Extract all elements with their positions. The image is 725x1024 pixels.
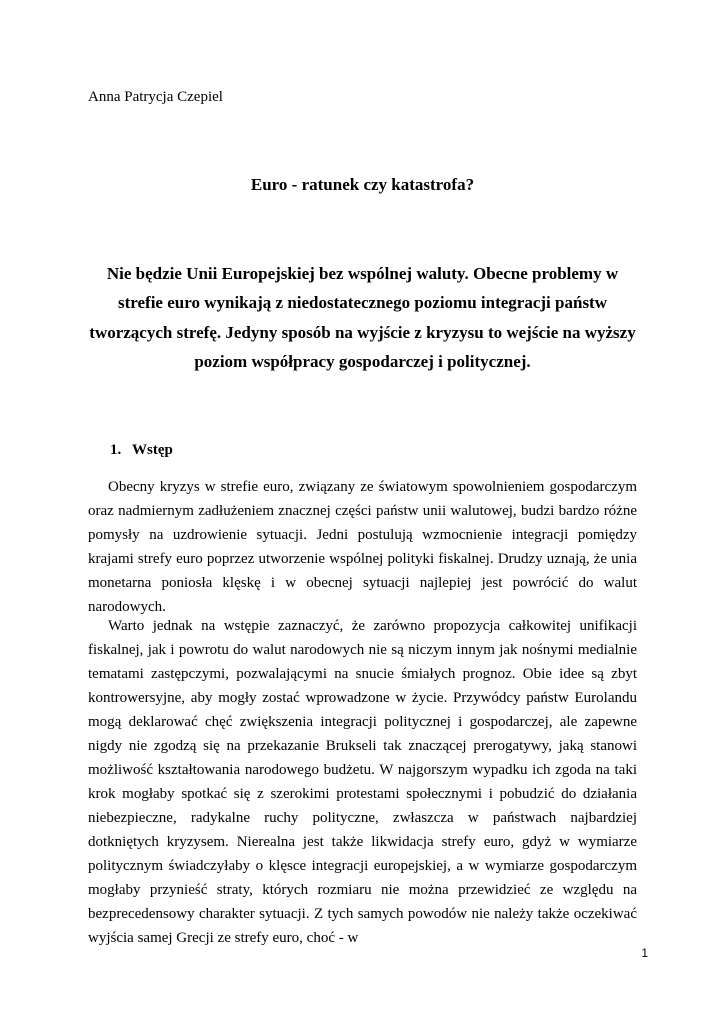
section-number: 1. [110,442,122,458]
page-number: 1 [641,946,648,960]
section-heading [110,441,173,459]
author-name: Anna Patrycja Czepiel [88,89,223,105]
body-paragraph: Obecny kryzys w strefie euro, związany ze światowym spowolnieniem gospodarczym oraz nadmiernym zadłużeniem znacznej części państw unii walutowej, budzi bardzo różne pomysły na uzdrowienie sytuacji. Jedni postulują wzmocnienie integracji pomiędzy krajami strefy euro poprzez utworzenie wspólnej polityki fiskalnej. Drudzy uznają, że unia monetarna poniosła klęskę i w obecnej sytuacji najlepiej jest powrócić do walut narodowych. [88,479,637,615]
body-paragraph: Warto jednak na wstępie zaznaczyć, że zarówno propozycja całkowitej unifikacji fiskalnej, jak i powrotu do walut narodowych nie są niczym innym jak nośnymi medialnie tematami zastępczymi, pozwalającymi na snucie śmiałych prognoz. Obie idee są zbyt kontrowersyjne, aby mogły zostać wprowadzone w życie. Przywódcy państw Eurolandu mogą deklarować chęć zwiększenia integracji politycznej i gospodarczej, ale zapewne nigdy nie zgodzą się na przekazanie Brukseli tak znaczącej prerogatywy, jaką stanowi możliwość kształtowania narodowego budżetu. W najgorszym wypadku ich zgoda na taki krok mogłaby spotkać się z szerokimi protestami społecznymi i pobudzić do działania niebezpieczne, radykalne ruchy polityczne, zwłaszcza w państwach najbardziej dotkniętych kryzysem. Nierealna jest także likwidacja strefy euro, gdyż w wymiarze politycznym świadczyłaby o klęsce integracji europejskiej, a w wymiarze gospodarczym mogłaby przynieść straty, których rozmiaru nie można przewidzieć ze względu na bezprecedensowy charakter sytuacji. Z tych samych powodów nie należy także oczekiwać wyjścia samej Grecji ze strefy euro, choć - w [88,618,637,946]
section-title: Wstęp [132,442,173,458]
document-title: Euro - ratunek czy katastrofa? [250,175,475,194]
document-subtitle: Nie będzie Unii Europejskiej bez wspólnej waluty. Obecne problemy w strefie euro wynikają z niedostatecznego poziomu integracji państw tworzących strefę. Jedyny sposób na wyjście z kryzysu to wejście na wyższy poziom współpracy gospodarczej i politycznej. [89,264,636,371]
